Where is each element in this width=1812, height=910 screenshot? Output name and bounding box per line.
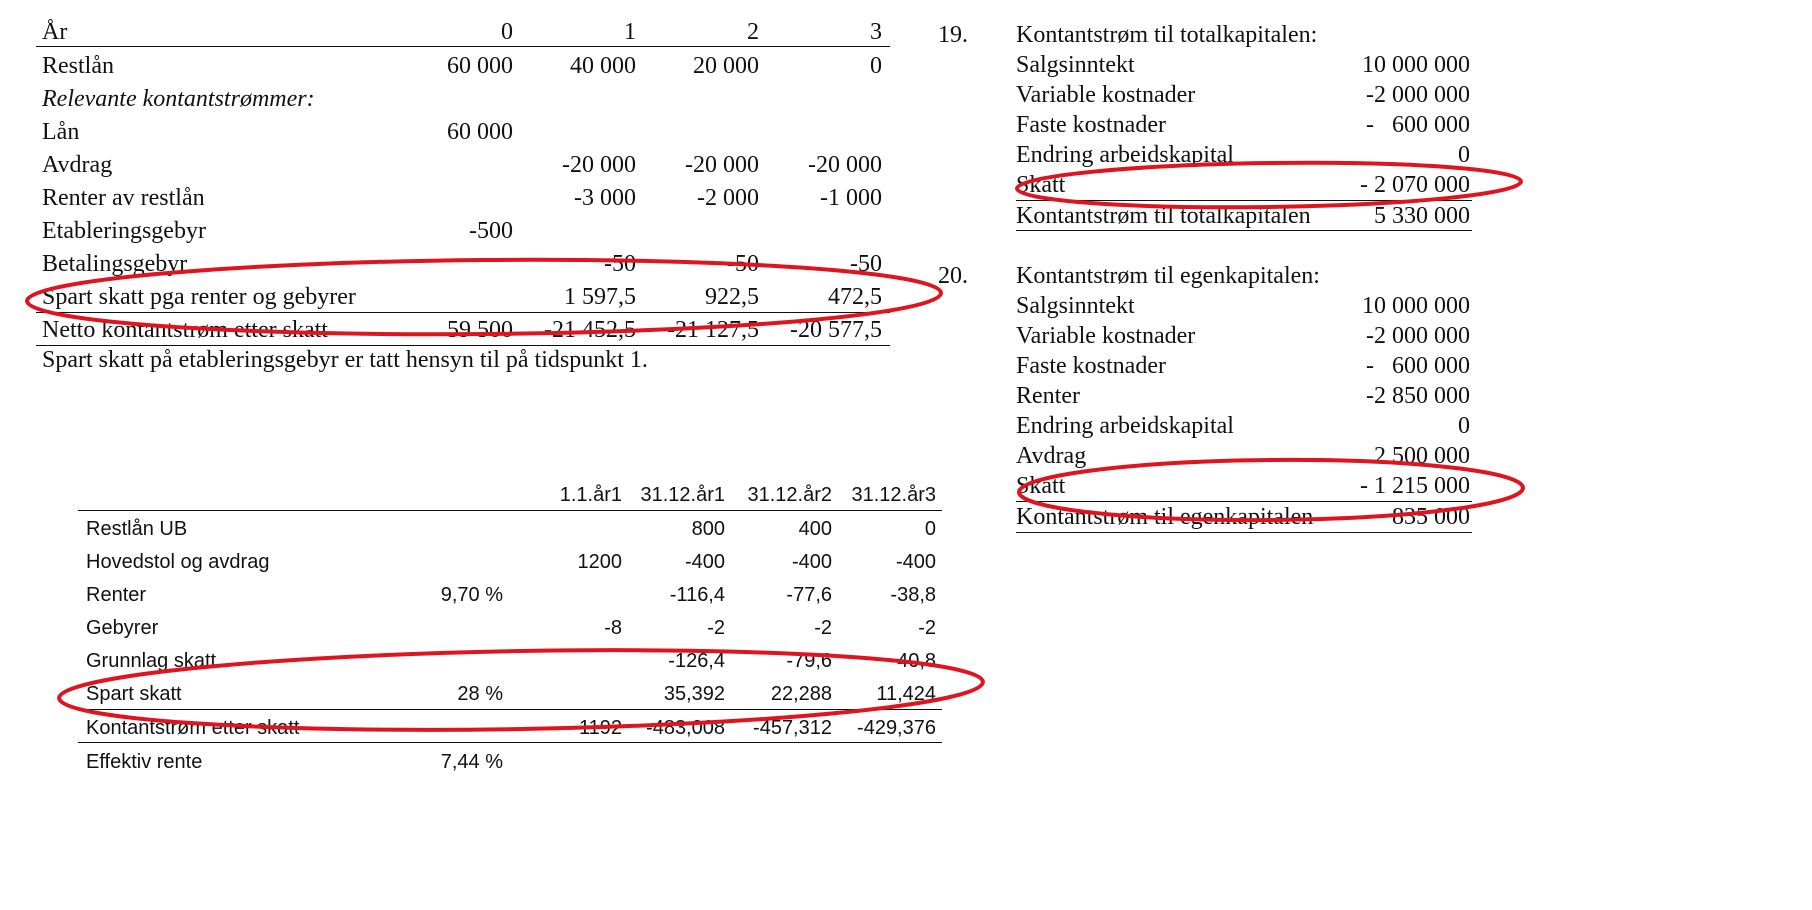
excel-row-label: Kontantstrøm etter skatt xyxy=(86,717,300,739)
excel-cell: -38,8 xyxy=(890,584,936,606)
q20-row-label: Endring arbeidskapital xyxy=(1016,413,1234,439)
excel-bottom-rule xyxy=(78,742,942,743)
excel-cell: -483,008 xyxy=(646,717,725,739)
excel-row-label: Restlån UB xyxy=(86,518,188,540)
q19-row-label: Faste kostnader xyxy=(1016,112,1166,138)
excel-cell: 0 xyxy=(924,518,936,540)
excel-row-label: Gebyrer xyxy=(86,617,159,639)
loan-cell: 472,5 xyxy=(828,284,882,310)
loan-sum-rule xyxy=(36,312,890,313)
excel-header-col: 31.12.år2 xyxy=(747,484,832,506)
loan-cell: -3 000 xyxy=(574,185,636,211)
loan-cell: -21 452,5 xyxy=(544,317,636,343)
q20-row-label: Kontantstrøm til egenkapitalen xyxy=(1016,504,1314,530)
q19-row-value: -2 000 000 xyxy=(1366,82,1470,108)
excel-cell: 400 xyxy=(798,518,832,540)
excel-header-rule xyxy=(78,510,942,511)
excel-cell: 800 xyxy=(691,518,725,540)
loan-header-col-1: 1 xyxy=(624,19,636,45)
excel-cell: -400 xyxy=(895,551,936,573)
q20-bottom-rule xyxy=(1016,532,1472,533)
loan-header-rule xyxy=(36,46,890,47)
excel-cell: -2 xyxy=(814,617,832,639)
loan-header-col-3: 3 xyxy=(870,19,882,45)
excel-cell: -2 xyxy=(707,617,725,639)
loan-cell: -20 577,5 xyxy=(790,317,882,343)
loan-row-label: Betalingsgebyr xyxy=(42,251,188,277)
q19-row-label: Endring arbeidskapital xyxy=(1016,142,1234,168)
q20-row-label: Renter xyxy=(1016,383,1080,409)
excel-cell: -400 xyxy=(684,551,725,573)
loan-cell: 0 xyxy=(870,53,882,79)
excel-rate: 9,70 % xyxy=(440,584,503,606)
loan-cell: 40 000 xyxy=(570,53,636,79)
loan-note: Spart skatt på etableringsgebyr er tatt hensyn til på tidspunkt 1. xyxy=(42,347,648,373)
q19-row-label: Skatt xyxy=(1016,172,1066,198)
excel-cell: 22,288 xyxy=(770,683,832,705)
loan-header-col-0: 0 xyxy=(501,19,513,45)
loan-cell: 60 000 xyxy=(447,53,513,79)
q20-title: Kontantstrøm til egenkapitalen: xyxy=(1016,263,1320,289)
loan-row-label: Avdrag xyxy=(42,152,113,178)
q20-row-value: 0 xyxy=(1458,413,1470,439)
excel-rate: 28 % xyxy=(457,683,503,705)
loan-cell: -2 000 xyxy=(697,185,759,211)
q19-row-value: 10 000 000 xyxy=(1362,52,1470,78)
q19-row-label: Variable kostnader xyxy=(1016,82,1196,108)
q20-row-value: -2 000 000 xyxy=(1366,323,1470,349)
excel-cell: 1200 xyxy=(577,551,622,573)
loan-cell: -1 000 xyxy=(820,185,882,211)
excel-row-label: Renter xyxy=(86,584,147,606)
excel-header-col: 31.12.år3 xyxy=(851,484,936,506)
excel-sum-rule xyxy=(78,709,942,710)
q19-title: Kontantstrøm til totalkapitalen: xyxy=(1016,22,1318,48)
q20-row-value: - 600 000 xyxy=(1366,353,1470,379)
loan-cell: 20 000 xyxy=(693,53,759,79)
q19-row-label: Kontantstrøm til totalkapitalen xyxy=(1016,203,1311,229)
q19-row-value: 5 330 000 xyxy=(1374,203,1470,229)
q19-bottom-rule xyxy=(1016,230,1472,231)
loan-cell: -50 xyxy=(727,251,759,277)
q20-row-label: Salgsinntekt xyxy=(1016,293,1135,319)
q20-row-label: Faste kostnader xyxy=(1016,353,1166,379)
excel-cell: 1192 xyxy=(578,717,622,739)
q20-row-label: Variable kostnader xyxy=(1016,323,1196,349)
loan-row-label: Netto kontantstrøm etter skatt xyxy=(42,317,328,343)
q20-row-value: 2 500 000 xyxy=(1374,443,1470,469)
q20-row-value: -2 850 000 xyxy=(1366,383,1470,409)
excel-cell: -77,6 xyxy=(786,584,832,606)
loan-cell: 1 597,5 xyxy=(564,284,636,310)
q20-row-label: Skatt xyxy=(1016,473,1066,499)
loan-row-label: Renter av restlån xyxy=(42,185,205,211)
loan-cell: 59 500 xyxy=(447,317,513,343)
loan-cell: 60 000 xyxy=(447,119,513,145)
q19-row-value: - 600 000 xyxy=(1366,112,1470,138)
q19-row-label: Salgsinntekt xyxy=(1016,52,1135,78)
q19-row-value: - 2 070 000 xyxy=(1360,172,1470,198)
excel-cell: -8 xyxy=(604,617,622,639)
q20-number: 20. xyxy=(938,263,968,289)
q20-row-value: - 1 215 000 xyxy=(1360,473,1470,499)
excel-cell: 11,424 xyxy=(876,683,936,705)
excel-cell: -79,6 xyxy=(786,650,832,672)
loan-row-label: Etableringsgebyr xyxy=(42,218,206,244)
excel-cell: 35,392 xyxy=(663,683,725,705)
loan-header-label: År xyxy=(42,19,68,45)
loan-row-label: Restlån xyxy=(42,53,114,79)
loan-cell: -500 xyxy=(469,218,513,244)
q20-row-label: Avdrag xyxy=(1016,443,1087,469)
excel-cell: -2 xyxy=(918,617,936,639)
loan-cell: -20 000 xyxy=(685,152,759,178)
excel-row-label: Spart skatt xyxy=(86,683,182,705)
loan-cell: -50 xyxy=(850,251,882,277)
excel-cell: -400 xyxy=(791,551,832,573)
q20-row-value: 10 000 000 xyxy=(1362,293,1470,319)
excel-row-label: Effektiv rente xyxy=(86,751,203,773)
excel-row-label: Hovedstol og avdrag xyxy=(86,551,270,573)
excel-row-label: Grunnlag skatt xyxy=(86,650,217,672)
loan-cell: 922,5 xyxy=(705,284,759,310)
loan-header-col-2: 2 xyxy=(747,19,759,45)
q19-row-value: 0 xyxy=(1458,142,1470,168)
excel-cell: -457,312 xyxy=(753,717,832,739)
loan-row-label: Lån xyxy=(42,119,80,145)
loan-cell: -20 000 xyxy=(808,152,882,178)
loan-row-label: Spart skatt pga renter og gebyrer xyxy=(42,284,356,310)
excel-header-col: 1.1.år1 xyxy=(559,484,622,506)
excel-cell: -126,4 xyxy=(668,650,725,672)
q19-number: 19. xyxy=(938,22,968,48)
loan-cell: -20 000 xyxy=(562,152,636,178)
q20-row-value: 835 000 xyxy=(1392,504,1470,530)
excel-cell: -116,4 xyxy=(669,584,725,606)
excel-header-col: 31.12.år1 xyxy=(640,484,725,506)
excel-cell: -429,376 xyxy=(857,717,936,739)
loan-cell: -21 127,5 xyxy=(667,317,759,343)
loan-section-heading: Relevante kontantstrømmer: xyxy=(42,86,315,112)
loan-cell: -50 xyxy=(604,251,636,277)
excel-cell: -40,8 xyxy=(890,650,936,672)
excel-rate: 7,44 % xyxy=(440,751,503,773)
